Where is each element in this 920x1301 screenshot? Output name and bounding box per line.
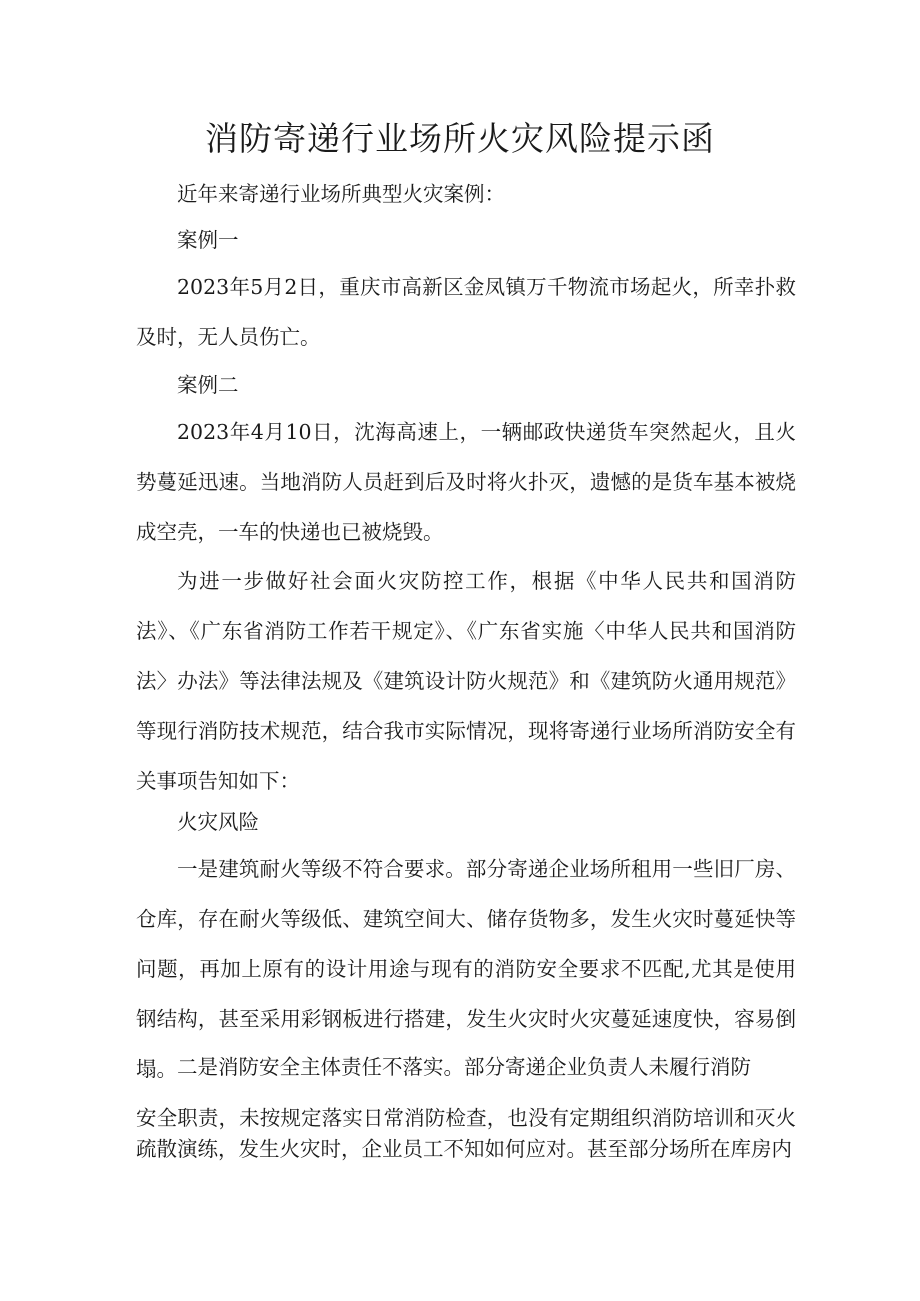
case-two-paragraph: 2023年4月10日，沈海高速上，一辆邮政快递货车突然起火，且火势蔓延迅速。当地消防人员赶到后及时将火扑灭，遗憾的是货车基本被烧成空壳，一车的快递也已被烧毁。 xyxy=(136,420,796,544)
legal-basis-paragraph: 为进一步做好社会面火灾防控工作，根据《中华人民共和国消防法》、《广东省消防工作若干规定》、《广东省实施〈中华人民共和国消防法〉办法》等法律法规及《建筑设计防火规范》和《建筑防火通用规范》等现行消防技术规范，结合我市实际情况，现将寄递行业场所消防安全有关事项告知如下： xyxy=(136,569,796,793)
fire-risk-heading: 火灾风险 xyxy=(177,810,259,834)
risk-one-paragraph: 一是建筑耐火等级不符合要求。部分寄递企业场所租用一些旧厂房、仓库，存在耐火等级低、建筑空间大、储存货物多，发生火灾时蔓延快等问题，再加上原有的设计用途与现有的消防安全要求不匹配,尤其是使用钢结构，甚至采用彩钢板进行搭建，发生火灾时火灾蔓延速度快，容易倒塌。 xyxy=(136,857,796,1081)
document-title: 消防寄递行业场所火灾风险提示函 xyxy=(205,119,715,158)
case-two-heading: 案例二 xyxy=(177,373,239,397)
risk-two-paragraph: 二是消防安全主体责任不落实。部分寄递企业负责人未履行消防 xyxy=(177,1055,751,1079)
case-one-heading: 案例一 xyxy=(177,228,239,252)
intro-paragraph: 近年来寄递行业场所典型火灾案例： xyxy=(177,182,505,206)
case-one-paragraph: 2023年5月2日，重庆市高新区金凤镇万千物流市场起火，所幸扑救及时，无人员伤亡。 xyxy=(136,275,796,349)
risk-two-continuation: 安全职责，未按规定落实日常消防检查，也没有定期组织消防培训和灭火疏散演练，发生火灾时，企业员工不知如何应对。甚至部分场所在库房内 xyxy=(136,1106,796,1161)
